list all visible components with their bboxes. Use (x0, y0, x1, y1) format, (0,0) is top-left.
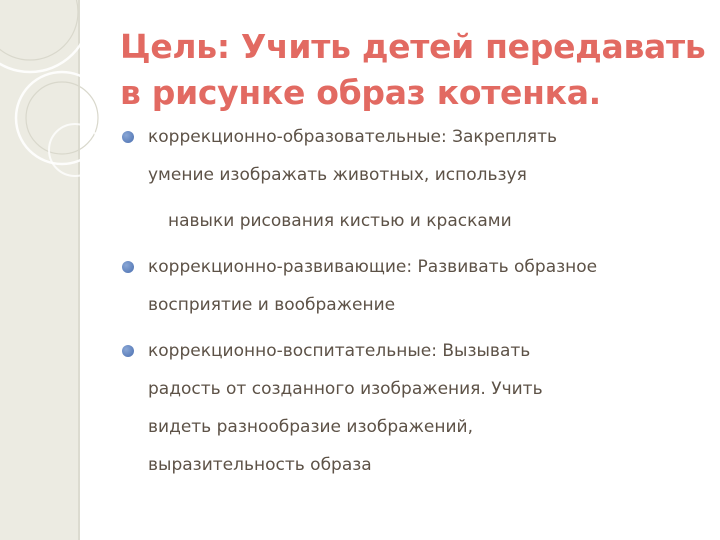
bullet-text-line: выразительность образа (148, 455, 372, 475)
bullet-text-line: радость от созданного изображения. Учить (148, 379, 543, 399)
bullet-text-line: навыки рисования кистью и красками (168, 211, 512, 231)
bullet-item-developmental (120, 248, 710, 324)
bullet-text-line: умение изображать животных, используя (148, 165, 527, 185)
bullet-item-upbringing (120, 332, 710, 484)
bullet-text-line: коррекционно-воспитательные: Вызывать (148, 341, 531, 361)
slide-title (120, 24, 710, 116)
bullet-continuation (120, 202, 710, 240)
bullet-text-line: коррекционно-развивающие: Развивать образное (148, 257, 598, 277)
title-line: в рисунке образ котенка. (120, 73, 601, 112)
bullet-dot-icon (122, 345, 134, 357)
bullet-dot-icon (122, 261, 134, 273)
bullet-text-line: восприятие и воображение (148, 295, 396, 315)
bullet-text-line: коррекционно-образовательные: Закреплять (148, 127, 558, 147)
bullet-dot-icon (122, 131, 134, 143)
bullet-text-line: видеть разнообразие изображений, (148, 417, 473, 437)
title-line: Цель: Учить детей передавать (120, 27, 706, 66)
bullet-item-educational (120, 118, 710, 194)
spacer (120, 324, 710, 332)
bullet-list (120, 118, 710, 484)
